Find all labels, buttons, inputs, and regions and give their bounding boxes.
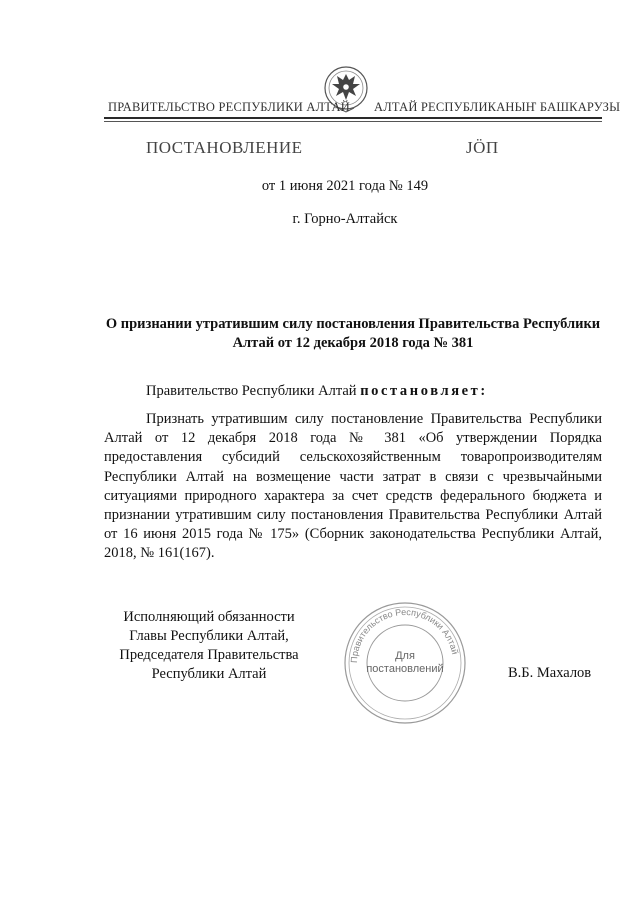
- document-city: г. Горно-Алтайск: [292, 211, 398, 227]
- resolution-body: Признать утратившим силу постановление Правительства Республики Алтай от 12 декабря 2018 года № 381 «Об утверждении Порядка предоставления субсидий сельскохозяйственным товаропроизводителям Республики Алтай на возмещение части затрат в связи с чрезвычайными ситуациями природного характера за счет средств федерального бюджета и признании утратившим силу постановления Правительства Республики Алтай от 16 июня 2015 года № 175» (Сборник законодательства Республики Алтай, 2018, № 161(167).: [104, 411, 602, 562]
- signatory-name: В.Б. Махалов: [508, 665, 592, 681]
- intro-verb: постановляет:: [360, 383, 488, 399]
- stamp-label-line: постановлений: [366, 663, 444, 675]
- org-name-altai: АЛТАЙ РЕСПУБЛИКАНЫҤ БАШКАРУЗЫ: [374, 100, 621, 114]
- header-rule-thin: [104, 121, 602, 122]
- stamp-ring-text: Правительство Республики Алтай: [348, 606, 461, 664]
- stamp-label-line: Для: [395, 650, 415, 662]
- org-name-russian: ПРАВИТЕЛЬСТВО РЕСПУБЛИКИ АЛТАЙ: [108, 100, 350, 114]
- signatory-title-line: Председателя Правительства: [119, 647, 299, 663]
- signatory-title: [104, 608, 314, 684]
- document-title: О признании утратившим силу постановления Правительства Республики Алтай от 12 декабря 2018 года № 381: [105, 316, 601, 351]
- signatory-title-line: Республики Алтай: [151, 666, 267, 682]
- doc-type-russian: ПОСТАНОВЛЕНИЕ: [146, 138, 303, 157]
- stamp-label: [365, 650, 445, 676]
- document-date-number: от 1 июня 2021 года № 149: [261, 178, 429, 194]
- header-rule-thick: [104, 117, 602, 119]
- intro-subject: Правительство Республики Алтай: [146, 383, 357, 399]
- doc-type-altai: JÖП: [466, 138, 499, 157]
- signatory-title-line: Исполняющий обязанности: [123, 609, 295, 625]
- signatory-title-line: Главы Республики Алтай,: [129, 628, 289, 644]
- resolution-intro: [146, 383, 488, 400]
